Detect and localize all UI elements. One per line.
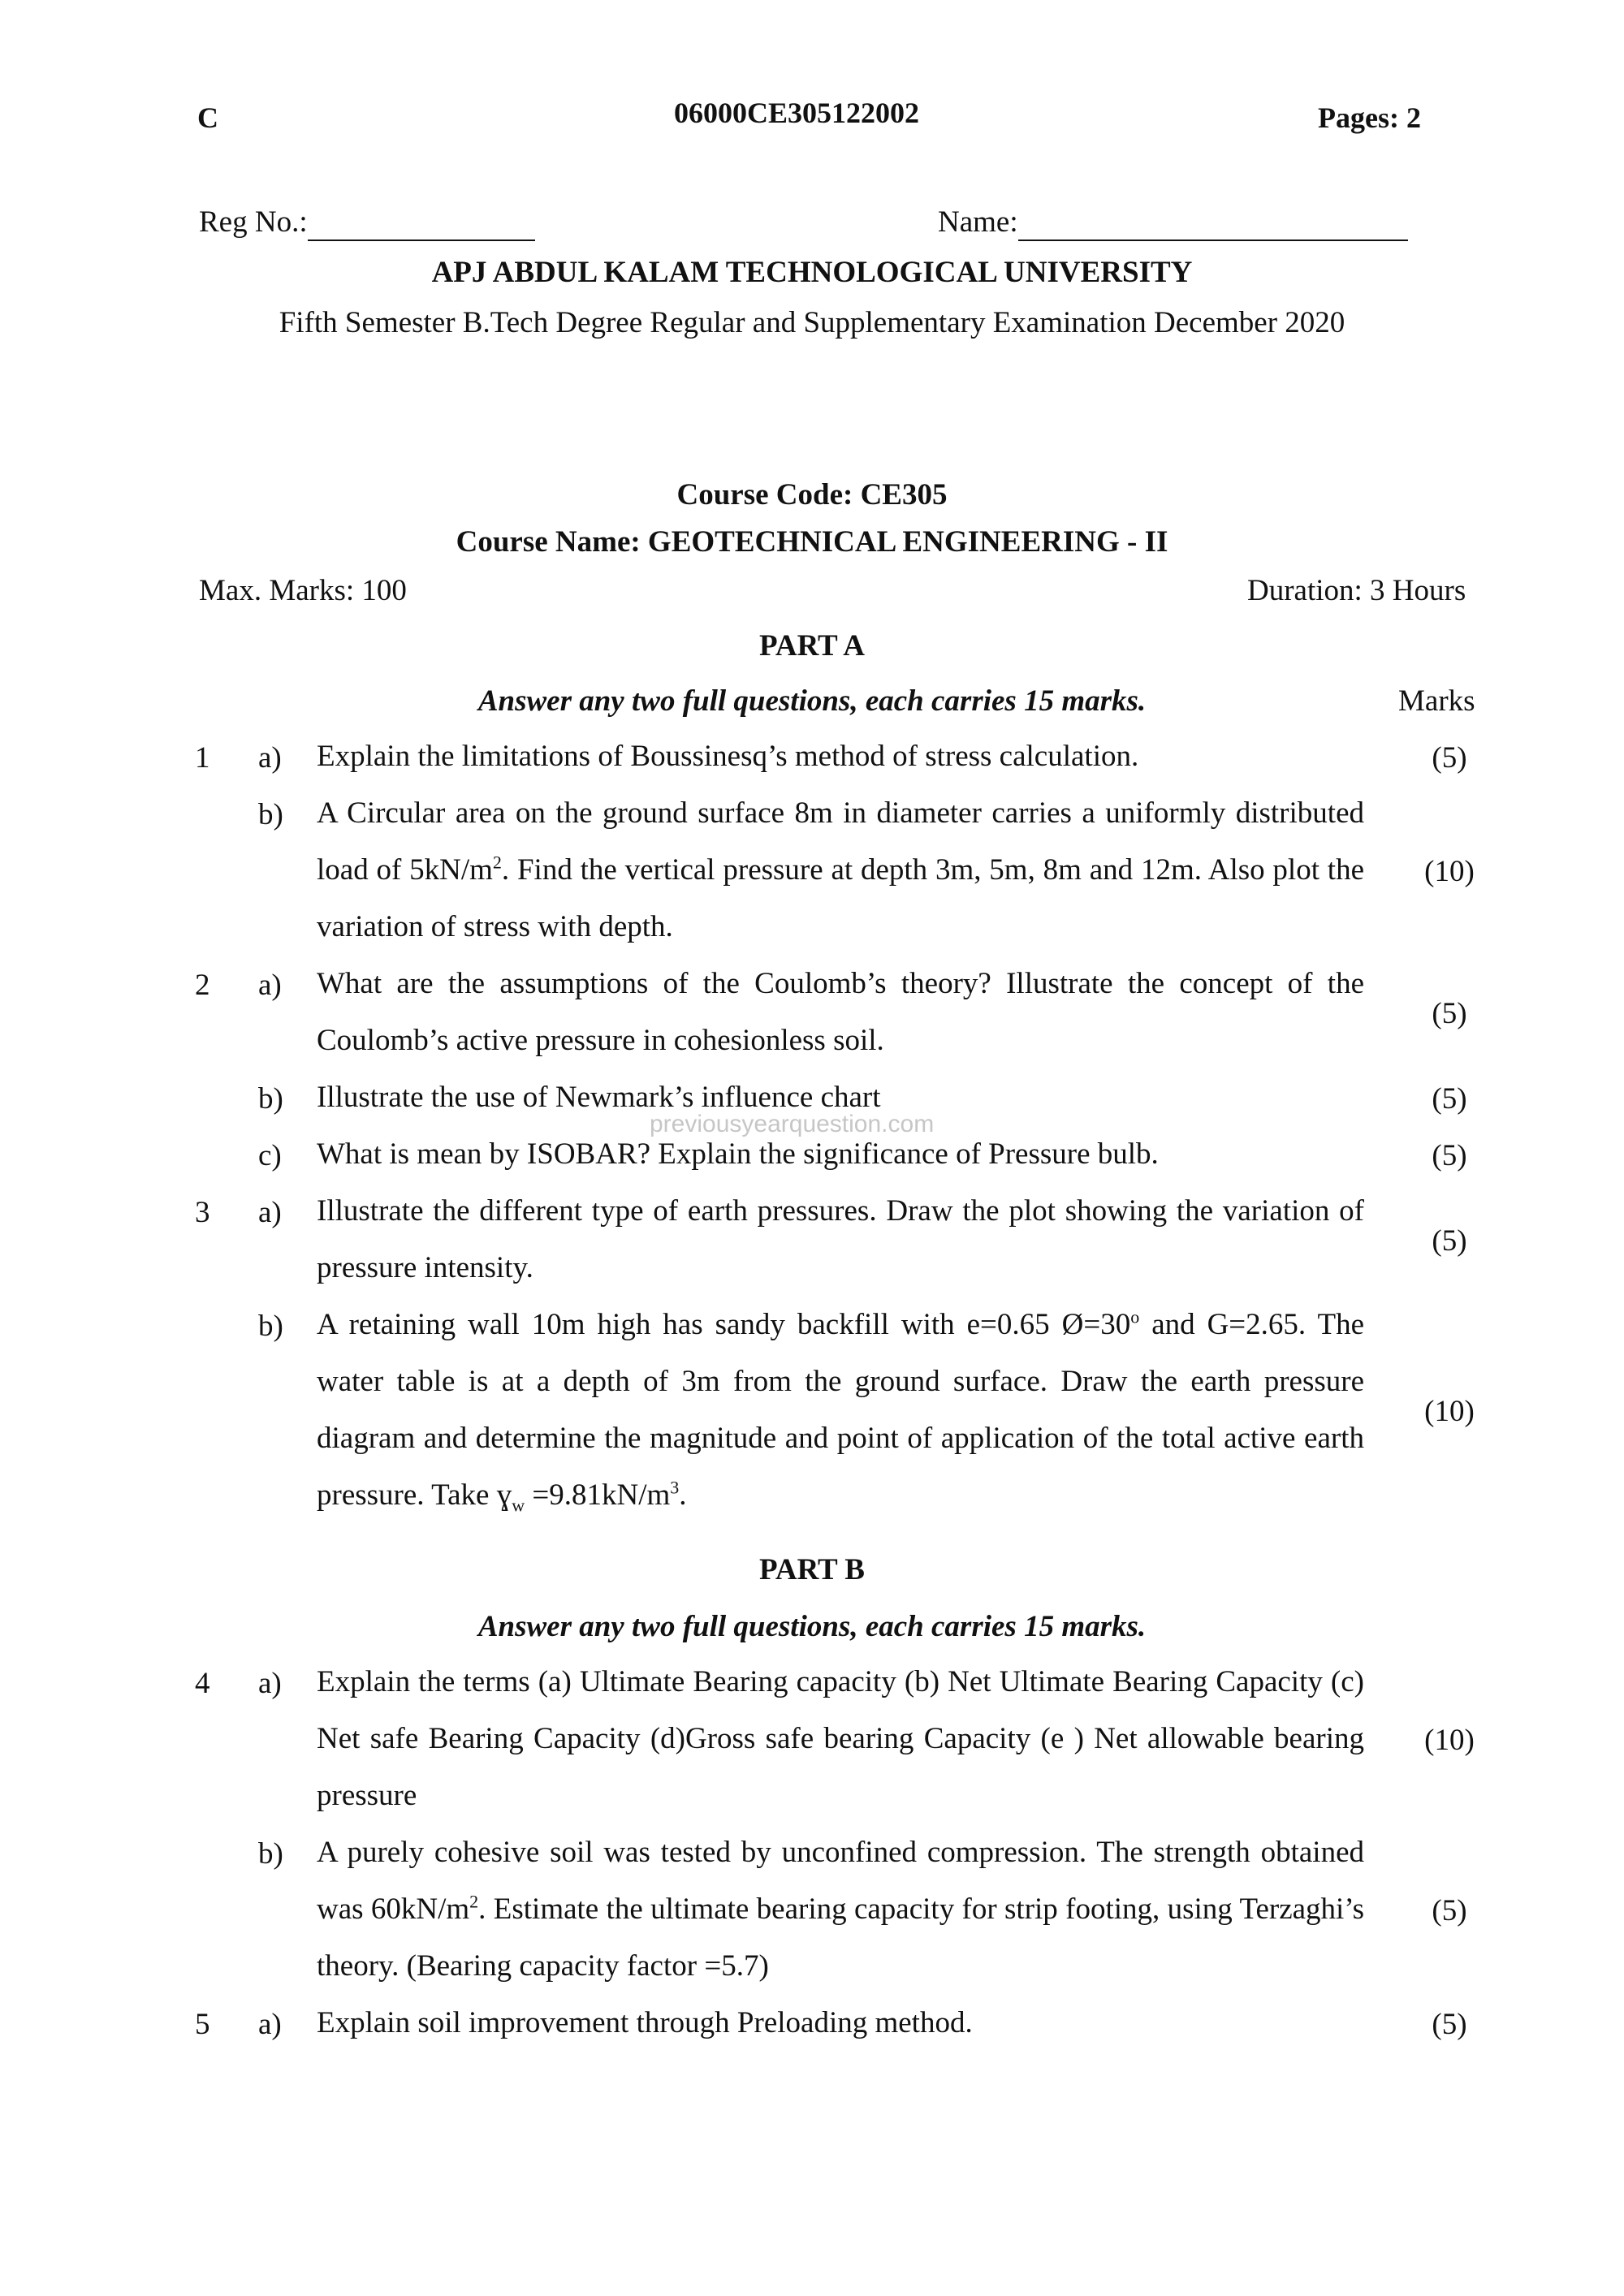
- marks-header: Marks: [1398, 684, 1475, 718]
- sub-question-label: a): [258, 2008, 282, 2041]
- paper-code: 06000CE305122002: [674, 97, 920, 129]
- part-a-title: PART A: [759, 629, 865, 662]
- name-label: Name:: [938, 205, 1018, 239]
- question-text: Explain the limitations of Boussinesq’s method of stress calculation.: [317, 740, 1139, 773]
- exam-title: Fifth Semester B.Tech Degree Regular and Supplementary Examination December 2020: [279, 306, 1345, 339]
- part-a-instruction: Answer any two full questions, each carries 15 marks.: [477, 684, 1147, 718]
- question-text: Explain the terms (a) Ultimate Bearing capacity (b) Net Ultimate Bearing Capacity (c) Net safe Bearing Capacity (d)Gross safe bearing Capacity (e ) Net allowable bearing pressure: [317, 1665, 1364, 1812]
- question-text: Explain soil improvement through Preloading method.: [317, 2006, 973, 2039]
- name-line: [1018, 205, 1408, 241]
- sub-question-label: b): [258, 1837, 283, 1871]
- question-text: A retaining wall 10m high has sandy backfill with e=0.65 $Ø=30^o$ and G=2.65. The water table is at a depth of 3m from the ground surface. Draw the earth pressure diagram and determine the magnitude and point of application of the total active earth pressure. Take ɣ$_w$ $=9.81kN/m^3$.: [317, 1306, 1364, 1516]
- question-text: Illustrate the different type of earth pressures. Draw the plot showing the variation of pressure intensity.: [317, 1194, 1364, 1284]
- reg-no-line: [308, 205, 535, 241]
- question-number: 3: [195, 1196, 210, 1229]
- course-name: Course Name: GEOTECHNICAL ENGINEERING - II: [456, 525, 1168, 559]
- sub-question-label: a): [258, 1667, 282, 1700]
- page-count: Pages: 2: [1318, 101, 1421, 134]
- watermark-text: previousyearquestion.com: [650, 1111, 935, 1137]
- question-number: 5: [195, 2008, 210, 2041]
- sub-question-label: a): [258, 741, 282, 775]
- question-number: 4: [195, 1667, 210, 1700]
- question-marks: (5): [1432, 741, 1467, 775]
- question-text: What are the assumptions of the Coulomb’s theory? Illustrate the concept of the Coulomb’s active pressure in cohesionless soil.: [317, 967, 1364, 1057]
- name-field: [938, 205, 1408, 241]
- question-text: A purely cohesive soil was tested by unconfined compression. The strength obtained was $60kN/m^2$. Estimate the ultimate bearing capacity for strip footing, using Terzaghi’s theory. (Bearing capacity factor =5.7): [317, 1836, 1365, 1983]
- part-b-instruction: Answer any two full questions, each carries 15 marks.: [477, 1610, 1147, 1643]
- question-text: Illustrate the use of Newmark’s influence chart: [317, 1081, 881, 1114]
- university-name: APJ ABDUL KALAM TECHNOLOGICAL UNIVERSITY: [431, 256, 1193, 289]
- question-marks: (10): [1424, 1724, 1475, 1757]
- question-number: 1: [195, 741, 210, 775]
- part-b-title: PART B: [759, 1553, 865, 1586]
- question-marks: (5): [1432, 1082, 1467, 1116]
- question-marks: (5): [1432, 1894, 1467, 1927]
- question-marks: (5): [1432, 1224, 1467, 1258]
- question-marks: (10): [1424, 1395, 1475, 1428]
- course-code: Course Code: CE305: [676, 478, 948, 511]
- question-marks: (5): [1432, 2008, 1467, 2041]
- question-number: 2: [195, 969, 210, 1002]
- sub-question-label: c): [258, 1139, 282, 1172]
- max-marks: Max. Marks: 100: [199, 574, 407, 607]
- set-code: C: [197, 101, 218, 134]
- sub-question-label: b): [258, 1310, 283, 1343]
- reg-no-field: [199, 205, 535, 241]
- question-text: A Circular area on the ground surface 8m in diameter carries a uniformly distributed load of $5kN/m^2$. Find the vertical pressure at depth 3m, 5m, 8m and 12m. Also plot the variation of stress with depth.: [317, 796, 1364, 943]
- sub-question-label: a): [258, 1196, 282, 1229]
- sub-question-label: a): [258, 969, 282, 1002]
- duration: Duration: 3 Hours: [1247, 574, 1466, 607]
- reg-no-label: Reg No.:: [199, 205, 308, 239]
- question-text: What is mean by ISOBAR? Explain the significance of Pressure bulb.: [317, 1137, 1159, 1171]
- question-marks: (10): [1424, 855, 1475, 888]
- question-marks: (5): [1432, 997, 1467, 1030]
- sub-question-label: b): [258, 798, 283, 831]
- question-marks: (5): [1432, 1139, 1467, 1172]
- sub-question-label: b): [258, 1082, 283, 1116]
